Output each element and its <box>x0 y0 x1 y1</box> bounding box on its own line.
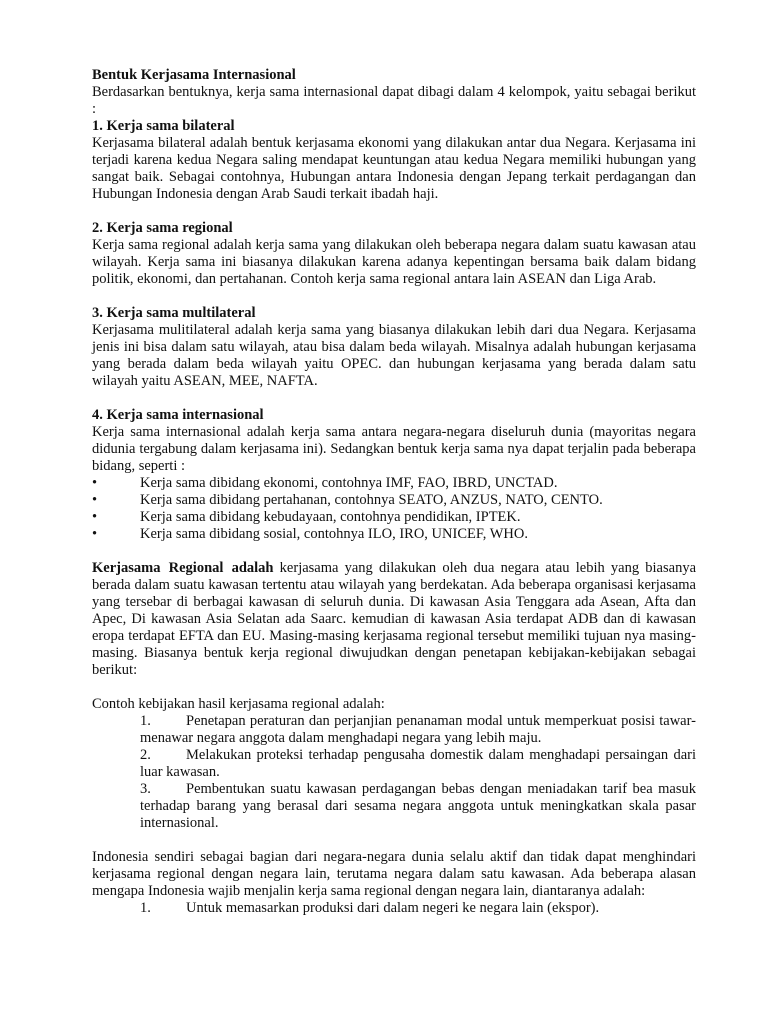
list-item-text: Pembentukan suatu kawasan perdagangan bebas dengan meniadakan tarif bea masuk terhadap barang yang berasal dari sesama negara anggota untuk meningkatkan skala pasar internasional. <box>140 781 696 831</box>
spacer <box>92 679 696 696</box>
list-item-text: Untuk memasarkan produksi dari dalam negeri ke negara lain (ekspor). <box>186 900 600 916</box>
spacer <box>92 832 696 849</box>
list-item <box>140 900 696 917</box>
section-heading-internasional: 4. Kerja sama internasional <box>92 407 264 423</box>
policy-list <box>92 713 696 832</box>
list-number: 1. <box>140 713 151 729</box>
list-item <box>92 475 696 492</box>
regional-lead: Kerjasama Regional adalah <box>92 560 274 576</box>
bullet-list <box>92 475 696 543</box>
list-item <box>92 509 696 526</box>
intro-paragraph: Berdasarkan bentuknya, kerja sama internasional dapat dibagi dalam 4 kelompok, yaitu sebagai berikut : <box>92 84 696 117</box>
document-page <box>92 67 696 917</box>
spacer <box>92 203 696 220</box>
bullet-icon: • <box>92 526 98 542</box>
list-number: 2. <box>140 747 151 763</box>
section-body-bilateral: Kerjasama bilateral adalah bentuk kerjasama ekonomi yang dilakukan antar dua Negara. Kerjasama ini terjadi karena kedua Negara saling mendapat keuntungan atau kedua Negara memiliki hubungan yang sangat baik. Sebagai contohnya, Hubungan antara Indonesia dengan Jepang terkait perdagangan dan Hubungan Indonesia dengan Arab Saudi terkait ibadah haji. <box>92 135 696 202</box>
section-body-regional: Kerja sama regional adalah kerja sama yang dilakukan oleh beberapa negara dalam suatu kawasan atau wilayah. Kerja sama ini biasanya dilakukan karena adanya kepentingan bersama baik dalam bidang politik, ekonomi, dan pertahanan. Contoh kerja sama regional antara lain ASEAN dan Liga Arab. <box>92 237 696 287</box>
spacer <box>92 288 696 305</box>
bullet-icon: • <box>92 509 98 525</box>
list-item-text: Penetapan peraturan dan perjanjian penanaman modal untuk memperkuat posisi tawar-menawar negara anggota dalam menghadapi negara yang lebih maju. <box>140 713 696 746</box>
list-item-text: Kerja sama dibidang kebudayaan, contohnya pendidikan, IPTEK. <box>140 509 521 525</box>
list-number: 3. <box>140 781 151 797</box>
list-item-text: Kerja sama dibidang ekonomi, contohnya IMF, FAO, IBRD, UNCTAD. <box>140 475 558 491</box>
section-body-multilateral: Kerjasama mulitilateral adalah kerja sama yang biasanya dilakukan lebih dari dua Negara. Kerjasama jenis ini bisa dalam satu wilayah, atau bisa dalam beda wilayah. Misalnya adalah hubungan kerjasama yang berada dalam beda wilayah yaitu OPEC. dan hubungan kerjasama yang berada dalam satu wilayah yaitu ASEAN, MEE, NAFTA. <box>92 322 696 389</box>
regional-body: kerjasama yang dilakukan oleh dua negara atau lebih yang biasanya berada dalam suatu kawasan tertentu atau wilayah yang berdekatan. Ada beberapa organisasi kerjasama yang tersebar di berbagai kawasan di seluruh dunia. Di kawasan Asia Tenggara ada Asean, Afta dan Apec, Di kawasan Asia Selatan ada Saarc. kemudian di kawasan Asia terdapat ADB dan di kawasan eropa terdapat EFTA dan EU. Masing-masing kerjasama regional tersebut memiliki tujuan nya masing-masing. Biasanya bentuk kerja regional diwujudkan dengan penetapan kebijakan-kebijakan sebagai berikut: <box>92 560 697 678</box>
list-item-text: Kerja sama dibidang sosial, contohnya ILO, IRO, UNICEF, WHO. <box>140 526 528 542</box>
list-item-text: Kerja sama dibidang pertahanan, contohnya SEATO, ANZUS, NATO, CENTO. <box>140 492 603 508</box>
policy-intro: Contoh kebijakan hasil kerjasama regional adalah: <box>92 696 385 712</box>
list-item <box>140 781 696 832</box>
section-heading-regional: 2. Kerja sama regional <box>92 220 233 236</box>
indonesia-paragraph: Indonesia sendiri sebagai bagian dari negara-negara dunia selalu aktif dan tidak dapat menghindari kerjasama regional dengan negara lain, terutama negara dalam satu kawasan. Ada beberapa alasan mengapa Indonesia wajib menjalin kerja sama regional dengan negara lain, diantaranya adalah: <box>92 849 696 899</box>
section-body-internasional: Kerja sama internasional adalah kerja sama antara negara-negara diseluruh dunia (mayoritas negara didunia tergabung dalam kerjasama ini). Sedangkan bentuk kerja sama nya dapat terjalin pada beberapa bidang, seperti : <box>92 424 696 474</box>
spacer <box>92 543 696 560</box>
spacer <box>92 390 696 407</box>
list-item <box>92 526 696 543</box>
list-item <box>140 713 696 747</box>
document-title: Bentuk Kerjasama Internasional <box>92 67 296 83</box>
section-heading-bilateral: 1. Kerja sama bilateral <box>92 118 235 134</box>
bullet-icon: • <box>92 475 98 491</box>
section-heading-multilateral: 3. Kerja sama multilateral <box>92 305 256 321</box>
reason-list <box>92 900 696 917</box>
list-item <box>92 492 696 509</box>
list-item-text: Melakukan proteksi terhadap pengusaha domestik dalam menghadapi persaingan dari luar kawasan. <box>140 747 696 780</box>
bullet-icon: • <box>92 492 98 508</box>
list-number: 1. <box>140 900 151 916</box>
regional-paragraph <box>92 560 696 679</box>
list-item <box>140 747 696 781</box>
